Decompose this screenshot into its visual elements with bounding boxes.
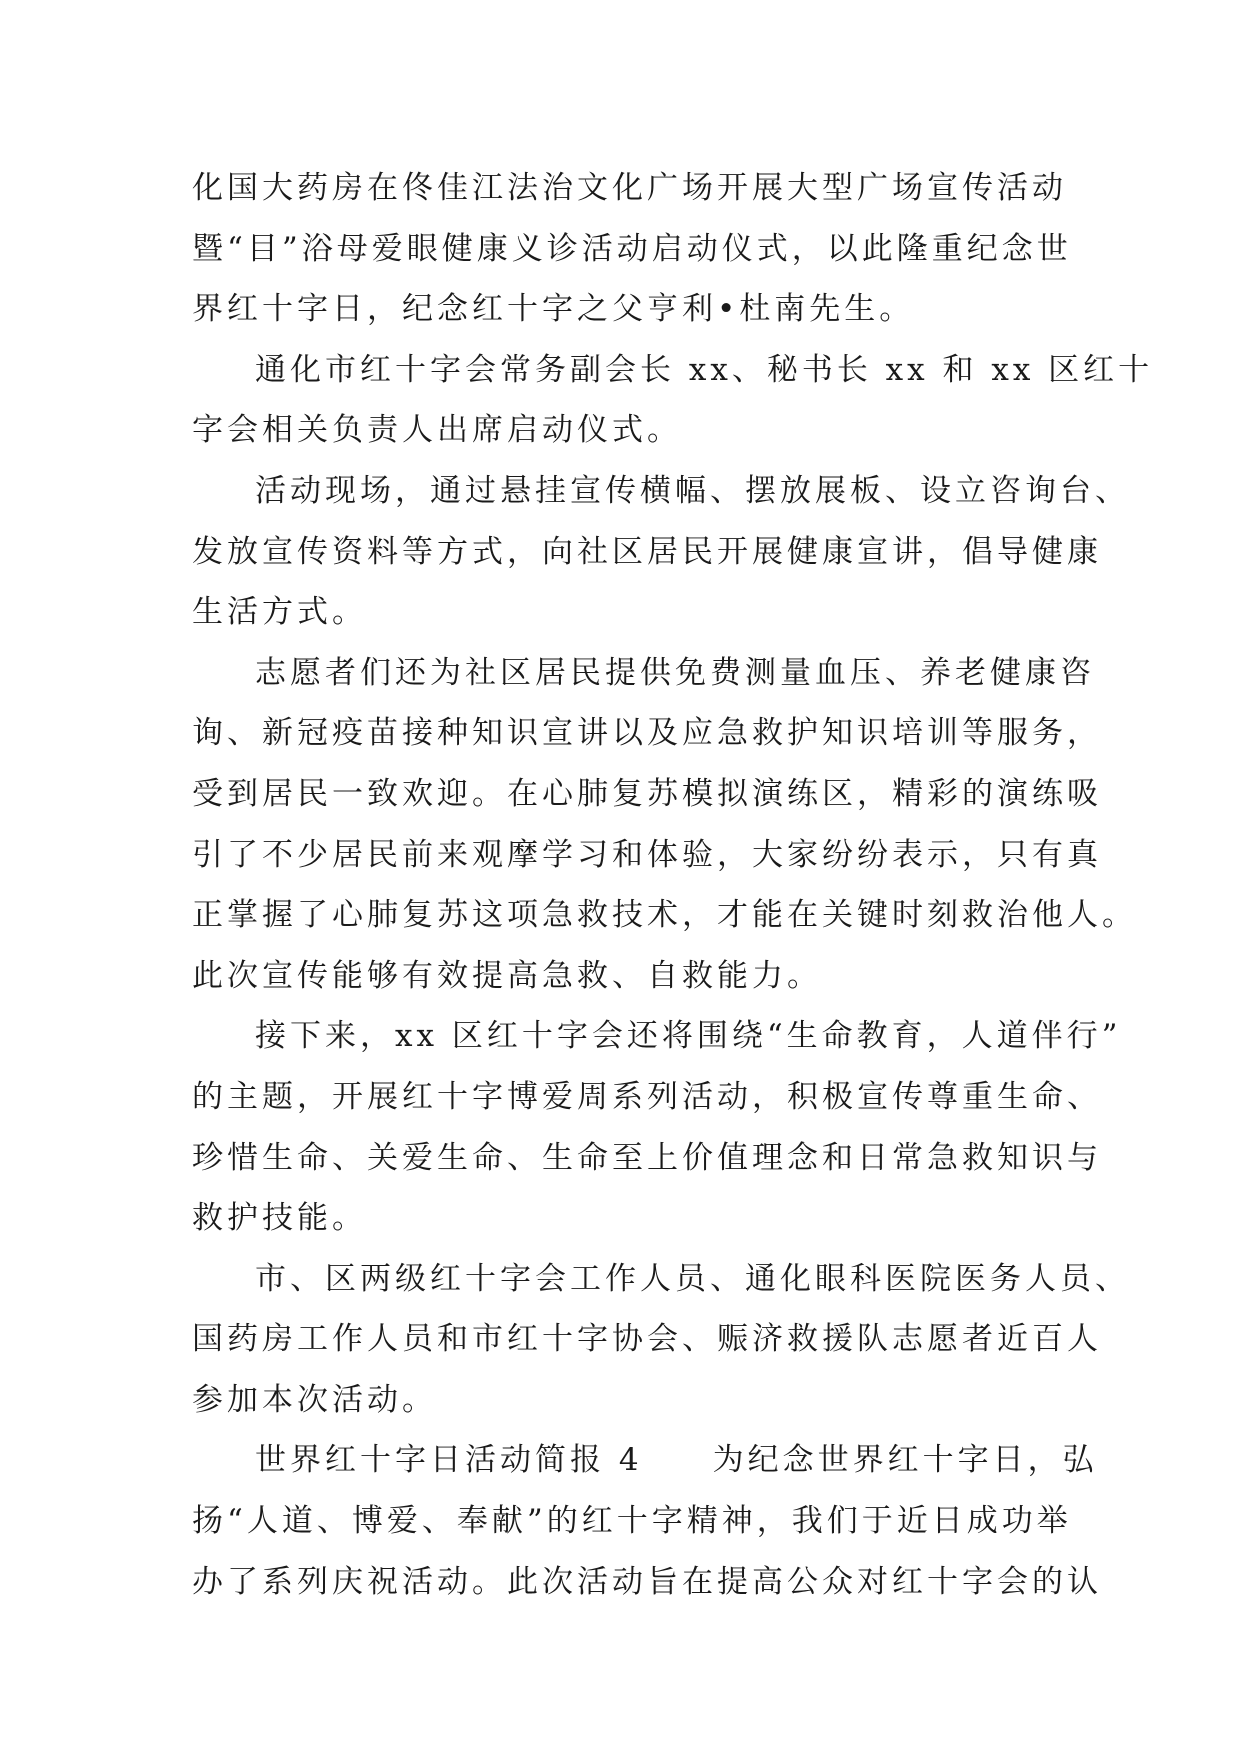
text-line: 扬“人道、博爱、奉献”的红十字精神，我们于近日成功举	[192, 1503, 1072, 1540]
text-line: 国药房工作人员和市红十字协会、赈济救援队志愿者近百人	[192, 1321, 1102, 1358]
text-line: 界红十字日，纪念红十字之父亨利•杜南先生。	[192, 291, 915, 328]
text-line: 正掌握了心肺复苏这项急救技术，才能在关键时刻救治他人。	[192, 897, 1137, 934]
document-body	[192, 158, 1154, 1612]
text-line: 受到居民一致欢迎。在心肺复苏模拟演练区，精彩的演练吸	[192, 775, 1102, 812]
text-line: 询、新冠疫苗接种知识宣讲以及应急救护知识培训等服务，	[192, 715, 1102, 752]
text-line: 救护技能。	[192, 1200, 367, 1237]
text-line: 字会相关负责人出席启动仪式。	[192, 412, 682, 449]
text-line: 发放宣传资料等方式，向社区居民开展健康宣讲，倡导健康	[192, 533, 1102, 570]
text-line: 办了系列庆祝活动。此次活动旨在提高公众对红十字会的认	[192, 1563, 1102, 1600]
text-line: 化国大药房在佟佳江法治文化广场开展大型广场宣传活动	[192, 170, 1067, 206]
text-line: 接下来，xx 区红十字会还将围绕“生命教育，人道伴行”	[255, 1018, 1122, 1055]
text-line: 志愿者们还为社区居民提供免费测量血压、养老健康咨	[255, 654, 1095, 691]
text-line: 生活方式。	[192, 594, 367, 631]
text-line: 此次宣传能够有效提高急救、自救能力。	[192, 957, 822, 994]
text-line: 世界红十字日活动简报 4 为纪念世界红十字日，弘	[255, 1442, 1098, 1479]
text-line: 市、区两级红十字会工作人员、通化眼科医院医务人员、	[255, 1260, 1130, 1297]
text-line: 引了不少居民前来观摩学习和体验，大家纷纷表示，只有真	[192, 836, 1102, 873]
text-line: 暨“目”浴母爱眼健康义诊活动启动仪式，以此隆重纪念世	[192, 230, 1072, 267]
text-line: 通化市红十字会常务副会长 xx、秘书长 xx 和 xx 区红十	[255, 351, 1154, 388]
text-line: 参加本次活动。	[192, 1381, 437, 1418]
text-line: 的主题，开展红十字博爱周系列活动，积极宣传尊重生命、	[192, 1078, 1102, 1115]
text-line: 活动现场，通过悬挂宣传横幅、摆放展板、设立咨询台、	[255, 472, 1130, 509]
text-line: 珍惜生命、关爱生命、生命至上价值理念和日常急救知识与	[192, 1139, 1102, 1176]
